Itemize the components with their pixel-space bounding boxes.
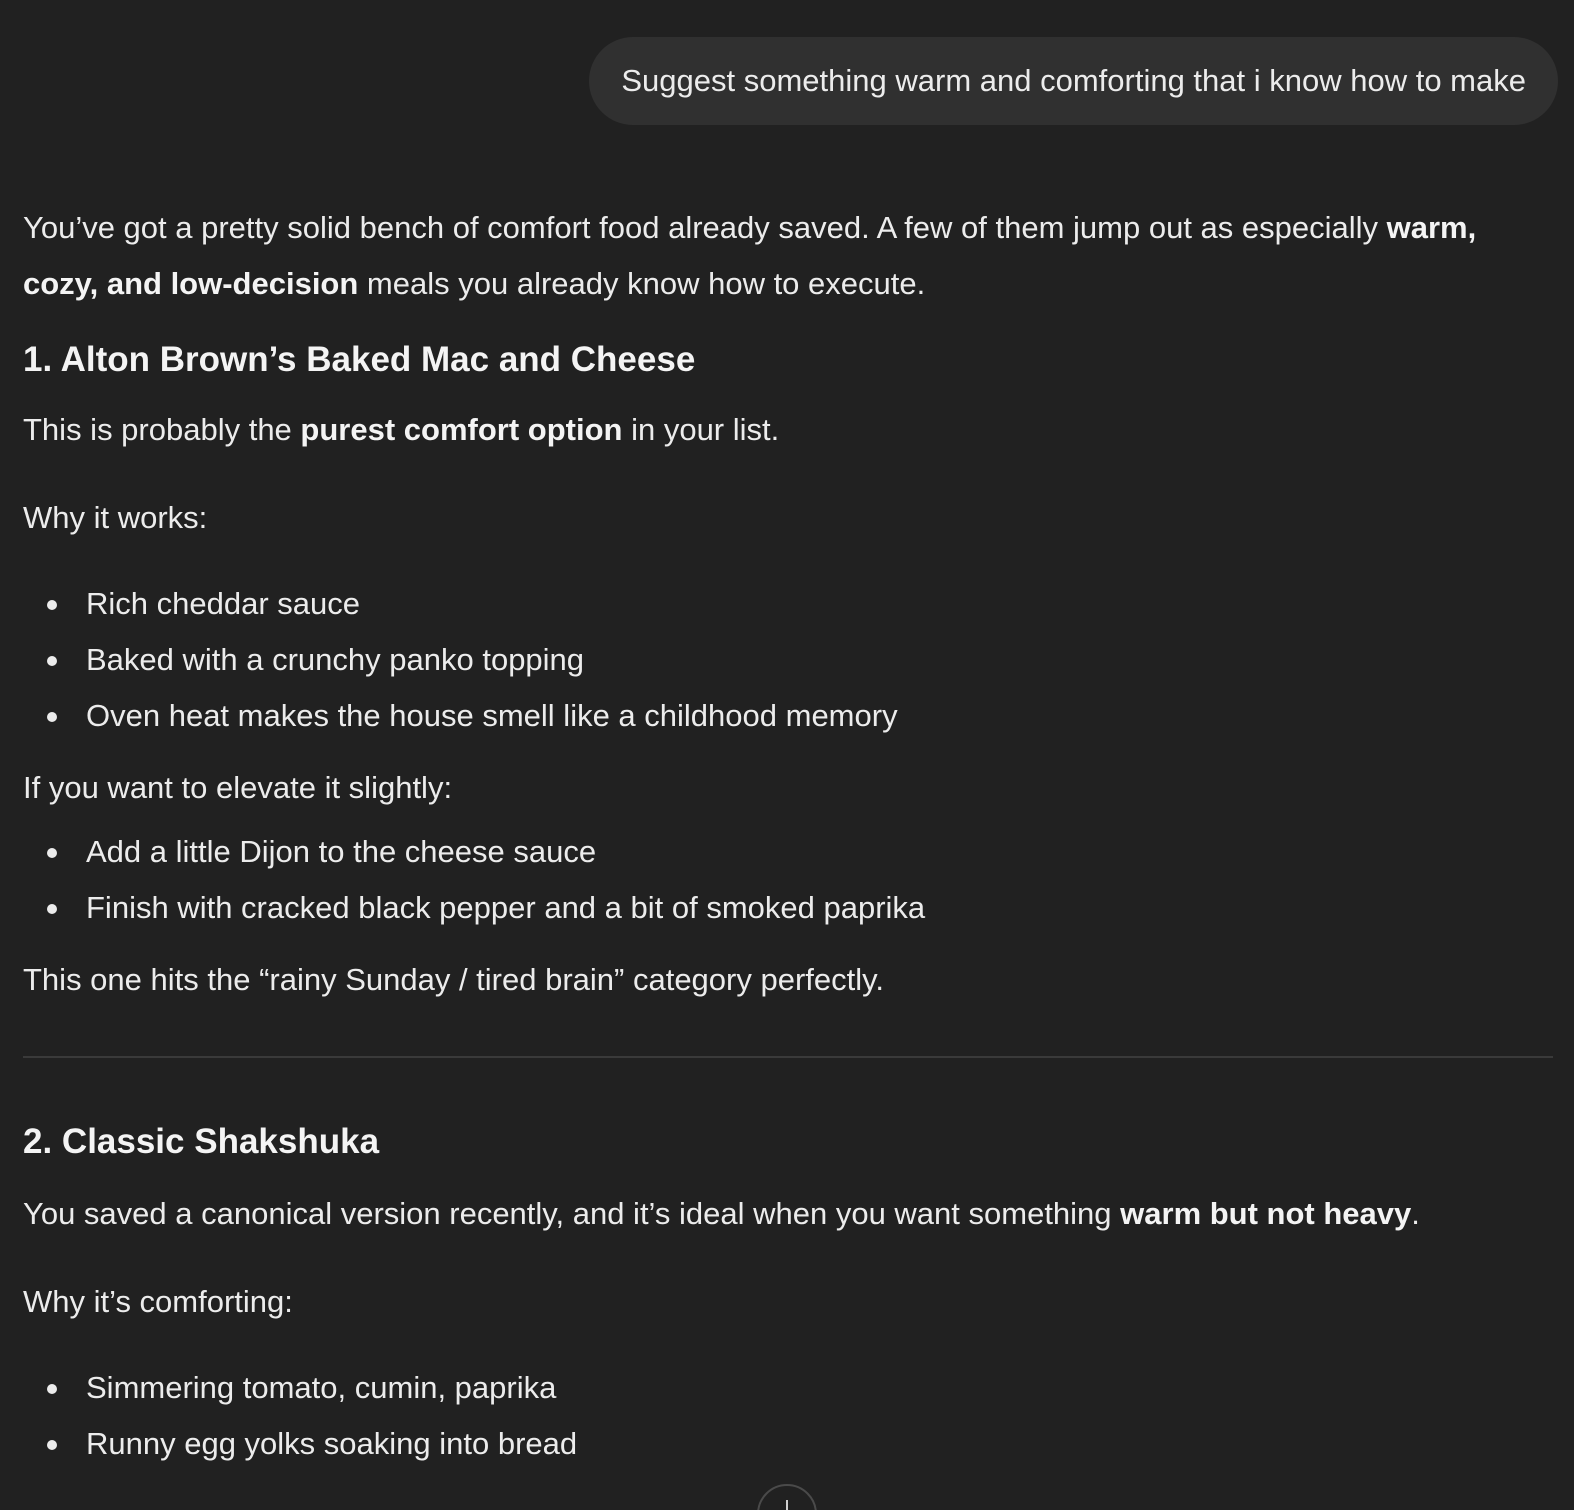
section1-elevate-list <box>23 824 1553 936</box>
bullet-icon <box>47 1440 57 1450</box>
intro-text-start: You’ve got a pretty solid bench of comfort food already saved. A few of them jump out as especially <box>23 210 1387 245</box>
list-item <box>23 1360 1553 1416</box>
section1-why-list <box>23 576 1553 744</box>
intro-bold-text: warm, cozy, and low-decision <box>23 210 1477 301</box>
bullet-icon <box>47 904 57 914</box>
assistant-response <box>23 200 1553 1472</box>
section1-desc-start: This is probably the <box>23 412 301 447</box>
bullet-icon <box>47 712 57 722</box>
user-message-text: Suggest something warm and comforting that i know how to make <box>621 63 1526 98</box>
section1-description <box>23 402 1553 458</box>
section1-closing: This one hits the “rainy Sunday / tired brain” category perfectly. <box>23 962 884 997</box>
list-item <box>23 576 1553 632</box>
list-item-text: Simmering tomato, cumin, paprika <box>86 1370 557 1405</box>
section-divider <box>23 1056 1553 1058</box>
list-item <box>23 824 1553 880</box>
section2-why-label: Why it’s comforting: <box>23 1284 293 1319</box>
intro-paragraph <box>23 200 1553 312</box>
list-item <box>23 880 1553 936</box>
section1-desc-end: in your list. <box>622 412 780 447</box>
intro-text-end: meals you already know how to execute. <box>358 266 926 301</box>
section2-why-list <box>23 1360 1553 1472</box>
list-item <box>23 1416 1553 1472</box>
list-item-text: Add a little Dijon to the cheese sauce <box>86 834 597 869</box>
bullet-icon <box>47 656 57 666</box>
section2-desc-start: You saved a canonical version recently, and it’s ideal when you want something <box>23 1196 1121 1231</box>
list-item-text: Rich cheddar sauce <box>86 586 360 621</box>
section2-desc-bold: warm but not heavy <box>1120 1196 1412 1231</box>
section2-heading: 2. Classic Shakshuka <box>23 1122 380 1161</box>
section1-heading: 1. Alton Brown’s Baked Mac and Cheese <box>23 340 696 379</box>
list-item-text: Runny egg yolks soaking into bread <box>86 1426 578 1461</box>
section2-description <box>23 1186 1553 1242</box>
list-item <box>23 688 1553 744</box>
bullet-icon <box>47 1384 57 1394</box>
list-item-text: Finish with cracked black pepper and a bit of smoked paprika <box>86 890 926 925</box>
list-item <box>23 632 1553 688</box>
section1-desc-bold: purest comfort option <box>300 412 623 447</box>
user-message-bubble <box>589 37 1558 125</box>
arrow-down-icon <box>786 1500 788 1510</box>
list-item-text: Oven heat makes the house smell like a childhood memory <box>86 698 898 733</box>
scroll-down-button[interactable] <box>757 1484 817 1510</box>
section2-desc-end: . <box>1411 1196 1420 1231</box>
section1-why-label: Why it works: <box>23 500 208 535</box>
bullet-icon <box>47 848 57 858</box>
list-item-text: Baked with a crunchy panko topping <box>86 642 585 677</box>
section1-elevate-label: If you want to elevate it slightly: <box>23 770 453 805</box>
bullet-icon <box>47 600 57 610</box>
